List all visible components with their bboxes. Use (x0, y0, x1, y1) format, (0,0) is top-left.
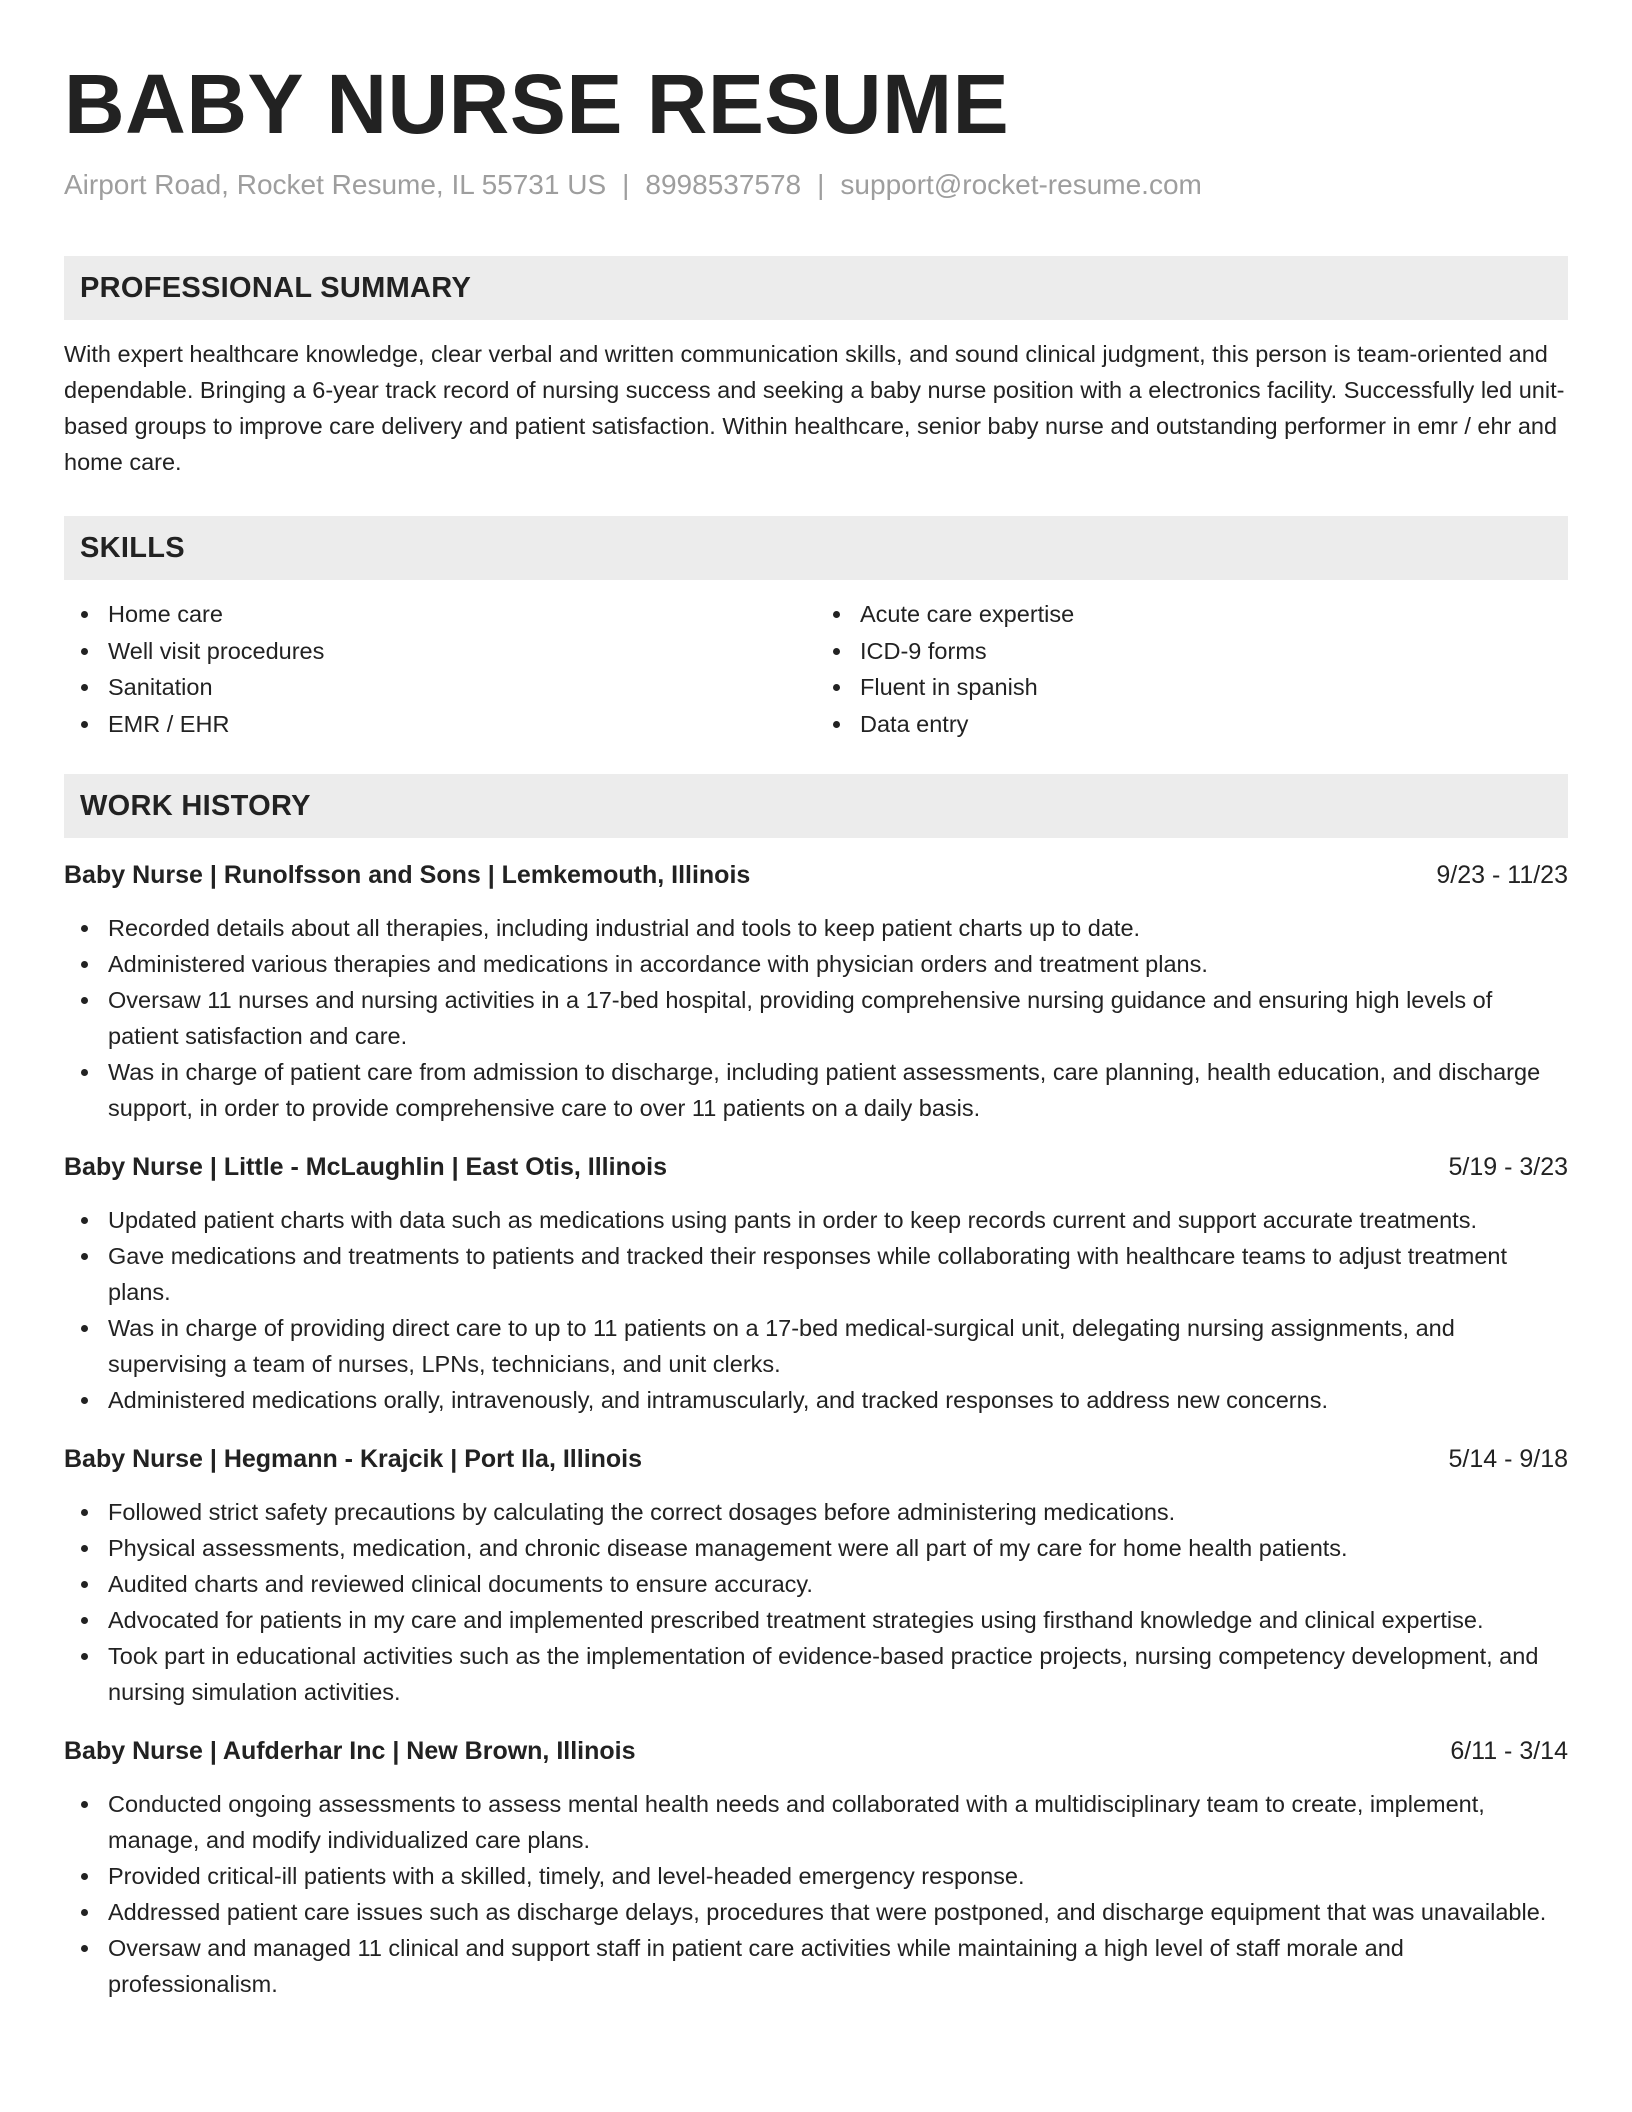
job-heading: Baby Nurse | Hegmann - Krajcik | Port Ila, Illinois (64, 1445, 643, 1473)
job-bullet: Conducted ongoing assessments to assess mental health needs and collaborated with a multidisciplinary team to create, implement, manage, and modify individualized care plans. (64, 1786, 1568, 1858)
job-entry (64, 858, 1568, 1126)
contact-address: Airport Road, Rocket Resume, IL 55731 US (64, 169, 607, 200)
job-bullets (64, 1786, 1568, 2002)
job-bullet: Followed strict safety precautions by calculating the correct dosages before administering medications. (64, 1494, 1568, 1530)
skill-item: Data entry (816, 706, 1568, 743)
skill-item: ICD-9 forms (816, 633, 1568, 670)
skill-item: Well visit procedures (64, 633, 816, 670)
skill-item: Home care (64, 596, 816, 633)
job-bullets (64, 1202, 1568, 1418)
contact-line (64, 168, 1568, 202)
job-dates: 6/11 - 3/14 (1450, 1737, 1568, 1765)
job-title-row (64, 1442, 1568, 1476)
job-bullets (64, 910, 1568, 1126)
job-bullet: Physical assessments, medication, and chronic disease management were all part of my care for home health patients. (64, 1530, 1568, 1566)
contact-email: support@rocket-resume.com (840, 169, 1202, 200)
skills-column-left (64, 596, 816, 742)
job-bullets (64, 1494, 1568, 1710)
job-bullet: Took part in educational activities such as the implementation of evidence-based practice projects, nursing competency development, and nursing simulation activities. (64, 1638, 1568, 1710)
job-bullet: Oversaw and managed 11 clinical and support staff in patient care activities while maintaining a high level of staff morale and professionalism. (64, 1930, 1568, 2002)
job-dates: 5/14 - 9/18 (1448, 1445, 1568, 1473)
section-header-skills: SKILLS (64, 516, 1568, 580)
job-heading: Baby Nurse | Aufderhar Inc | New Brown, Illinois (64, 1737, 636, 1765)
skill-item: Sanitation (64, 669, 816, 706)
contact-separator: | (817, 169, 825, 200)
job-bullet: Addressed patient care issues such as discharge delays, procedures that were postponed, and discharge equipment that was unavailable. (64, 1894, 1568, 1930)
job-bullet: Advocated for patients in my care and implemented prescribed treatment strategies using firsthand knowledge and clinical expertise. (64, 1602, 1568, 1638)
job-bullet: Administered various therapies and medications in accordance with physician orders and treatment plans. (64, 946, 1568, 982)
job-bullet: Audited charts and reviewed clinical documents to ensure accuracy. (64, 1566, 1568, 1602)
job-title-row (64, 1150, 1568, 1184)
job-heading: Baby Nurse | Runolfsson and Sons | Lemkemouth, Illinois (64, 861, 751, 889)
job-bullet: Was in charge of patient care from admission to discharge, including patient assessments, care planning, health education, and discharge support, in order to provide comprehensive care to over 11 patients on a daily basis. (64, 1054, 1568, 1126)
section-header-professional-summary: PROFESSIONAL SUMMARY (64, 256, 1568, 320)
job-bullet: Oversaw 11 nurses and nursing activities in a 17-bed hospital, providing comprehensive nursing guidance and ensuring high levels of patient satisfaction and care. (64, 982, 1568, 1054)
contact-phone: 8998537578 (645, 169, 802, 200)
job-bullet: Recorded details about all therapies, including industrial and tools to keep patient charts up to date. (64, 910, 1568, 946)
contact-separator: | (622, 169, 630, 200)
job-entry (64, 1734, 1568, 2002)
job-bullet: Was in charge of providing direct care to up to 11 patients on a 17-bed medical-surgical unit, delegating nursing assignments, and supervising a team of nurses, LPNs, technicians, and unit clerks. (64, 1310, 1568, 1382)
job-dates: 9/23 - 11/23 (1436, 861, 1568, 889)
job-bullet: Updated patient charts with data such as medications using pants in order to keep records current and support accurate treatments. (64, 1202, 1568, 1238)
skill-item: EMR / EHR (64, 706, 816, 743)
job-heading: Baby Nurse | Little - McLaughlin | East Otis, Illinois (64, 1153, 667, 1181)
skill-item: Fluent in spanish (816, 669, 1568, 706)
job-entry (64, 1150, 1568, 1418)
job-title-row (64, 1734, 1568, 1768)
job-bullet: Gave medications and treatments to patients and tracked their responses while collaborating with healthcare teams to adjust treatment plans. (64, 1238, 1568, 1310)
skill-item: Acute care expertise (816, 596, 1568, 633)
job-bullet: Provided critical-ill patients with a skilled, timely, and level-headed emergency response. (64, 1858, 1568, 1894)
resume-title: BABY NURSE RESUME (64, 57, 1010, 151)
skills-list (64, 596, 1568, 742)
job-entry (64, 1442, 1568, 1710)
job-title-row (64, 858, 1568, 892)
professional-summary-text: With expert healthcare knowledge, clear verbal and written communication skills, and sound clinical judgment, this person is team-oriented and dependable. Bringing a 6-year track record of nursing success and seeking a baby nurse position with a electronics facility. Successfully led unit-based groups to improve care delivery and patient satisfaction. Within healthcare, senior baby nurse and outstanding performer in emr / ehr and home care. (64, 341, 1565, 475)
job-dates: 5/19 - 3/23 (1448, 1153, 1568, 1181)
skills-column-right (816, 596, 1568, 742)
section-header-work-history: WORK HISTORY (64, 774, 1568, 838)
job-bullet: Administered medications orally, intravenously, and intramuscularly, and tracked responses to address new concerns. (64, 1382, 1568, 1418)
